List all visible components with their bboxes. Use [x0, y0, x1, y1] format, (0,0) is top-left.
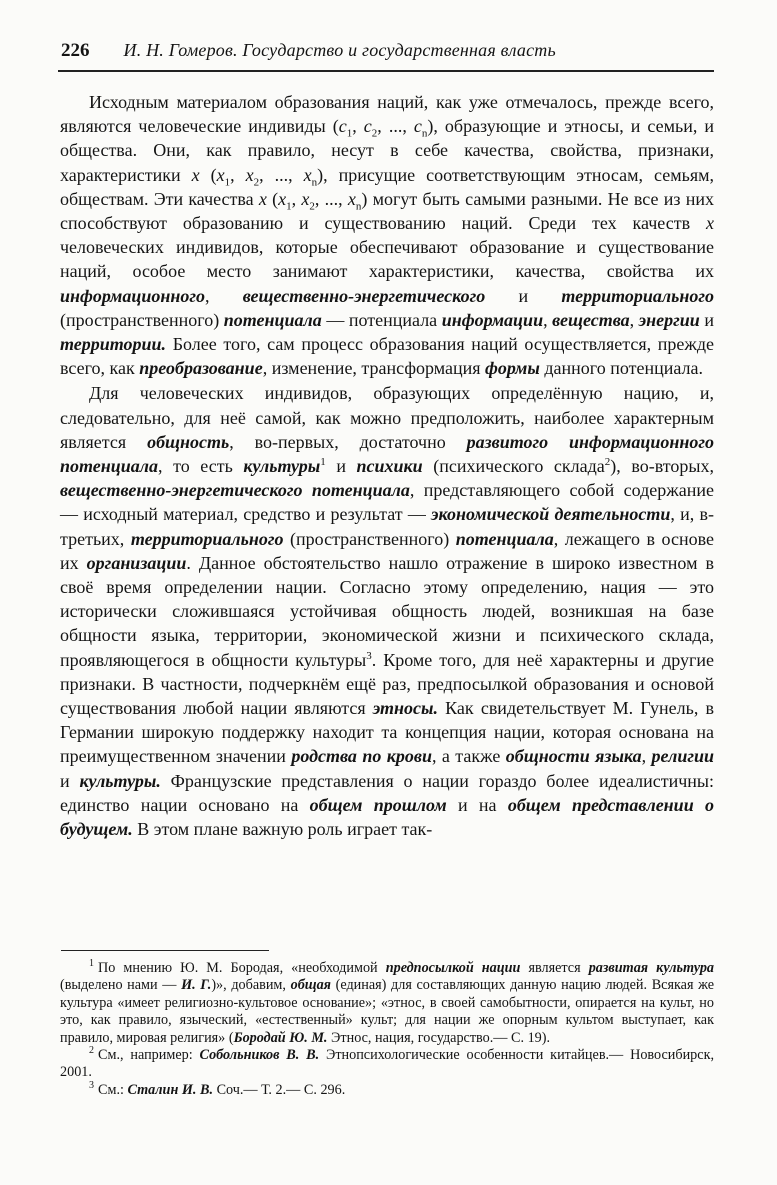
footnote-ref-3[interactable]: 3	[366, 649, 372, 662]
paragraph-1: Исходным материалом образования наций, как уже отмечалось, прежде всего, являются человеческие индивиды ($c_1$, $c_2$, ..., $c_n$), образующие и этносы, и семьи, и общества. Они, как правило, несут в себе качества, свойства, признаки, характеристики x ($x_1$, $x_2$, ..., $x_n$), присущие соответствующим этносам, семьям, обществам. Эти качества x ($x_1$, $x_2$, ..., $x_n$) могут быть самыми разными. Не все из них способствуют образованию и существованию наций. Среди тех качеств x человеческих индивидов, которые обеспечивают образование и существование наций, особое место занимают характеристики, качества, свойства их информационного, вещественно-энергетического и территориального (пространственного) потенциала — потенциала информации, вещества, энергии и территории. Более того, сам процесс образования наций осуществляется, прежде всего, как преобразование, изменение, трансформация формы данного потенциала.	[60, 92, 715, 379]
footnotes	[60, 960, 714, 1099]
header-rule	[58, 70, 714, 72]
main-text	[60, 90, 714, 841]
footnote-2: $^2$ См., например: Собольников В. В. Этнопсихологические особенности китайцев.— Новосибирск, 2001.	[60, 1045, 715, 1081]
footnote-ref-1[interactable]: 1	[320, 456, 326, 469]
footnote-separator	[61, 950, 269, 951]
footnote-ref-2[interactable]: 2	[604, 456, 611, 469]
footnote-1: $^1$ По мнению Ю. М. Бородая, «необходимой предпосылкой нации является развитая культура (выделено нами — И. Г.)», добавим, общая (единая) для составляющих данную нацию людей. Всякая же культура «имеет религиозно-культовое основание»; «этнос, в своей самобытности, опирается на культ, но это, как правило, языческий, «естественный» культ; для нации же опорным культом выступает, как правило, мировая религия» (Бородай Ю. М. Этнос, нация, государство.— С. 19).	[60, 958, 715, 1046]
running-header	[61, 40, 713, 62]
footnote-3: $^3$ См.: Сталин И. В. Соч.— Т. 2.— С. 296.	[89, 1080, 346, 1098]
running-title: И. Н. Гомеров. Государство и государственная власть	[123, 40, 556, 60]
paragraph-2: Для человеческих индивидов, образующих определённую нацию, и, следовательно, для неё самой, как можно предположить, наиболее характерным является общность, во-первых, достаточно развитого информационного потенциала, то есть культуры$^1$ и психики (психического склада$^2$), во-вторых, вещественно-энергетического потенциала, представляющего собой содержание — исходный материал, средство и результат — экономической деятельности, и, в-третьих, территориального (пространственного) потенциала, лежащего в основе их организации. Данное обстоятельство нашло отражение в широко известном в своё время определении нации. Согласно этому определению, нация — это исторически сложившаяся устойчивая общность людей, возникшая на базе общности языка, территории, экономической жизни и психического склада, проявляющегося в общности культуры$^3$. Кроме того, для неё характерны и другие признаки. В частности, подчеркнём ещё раз, предпосылкой образования и основой существования любой нации являются этносы. Как свидетельствует М. Гунель, в Германии широкую поддержку находит та концепция нации, которая основана на преимущественном значении родства по крови, а также общности языка, религии и культуры. Французские представления о нации гораздо более идеалистичны: единство нации основано на общем прошлом и на общем представлении о будущем. В этом плане важную роль играет так-	[60, 383, 715, 840]
page-number: 226	[61, 40, 90, 61]
